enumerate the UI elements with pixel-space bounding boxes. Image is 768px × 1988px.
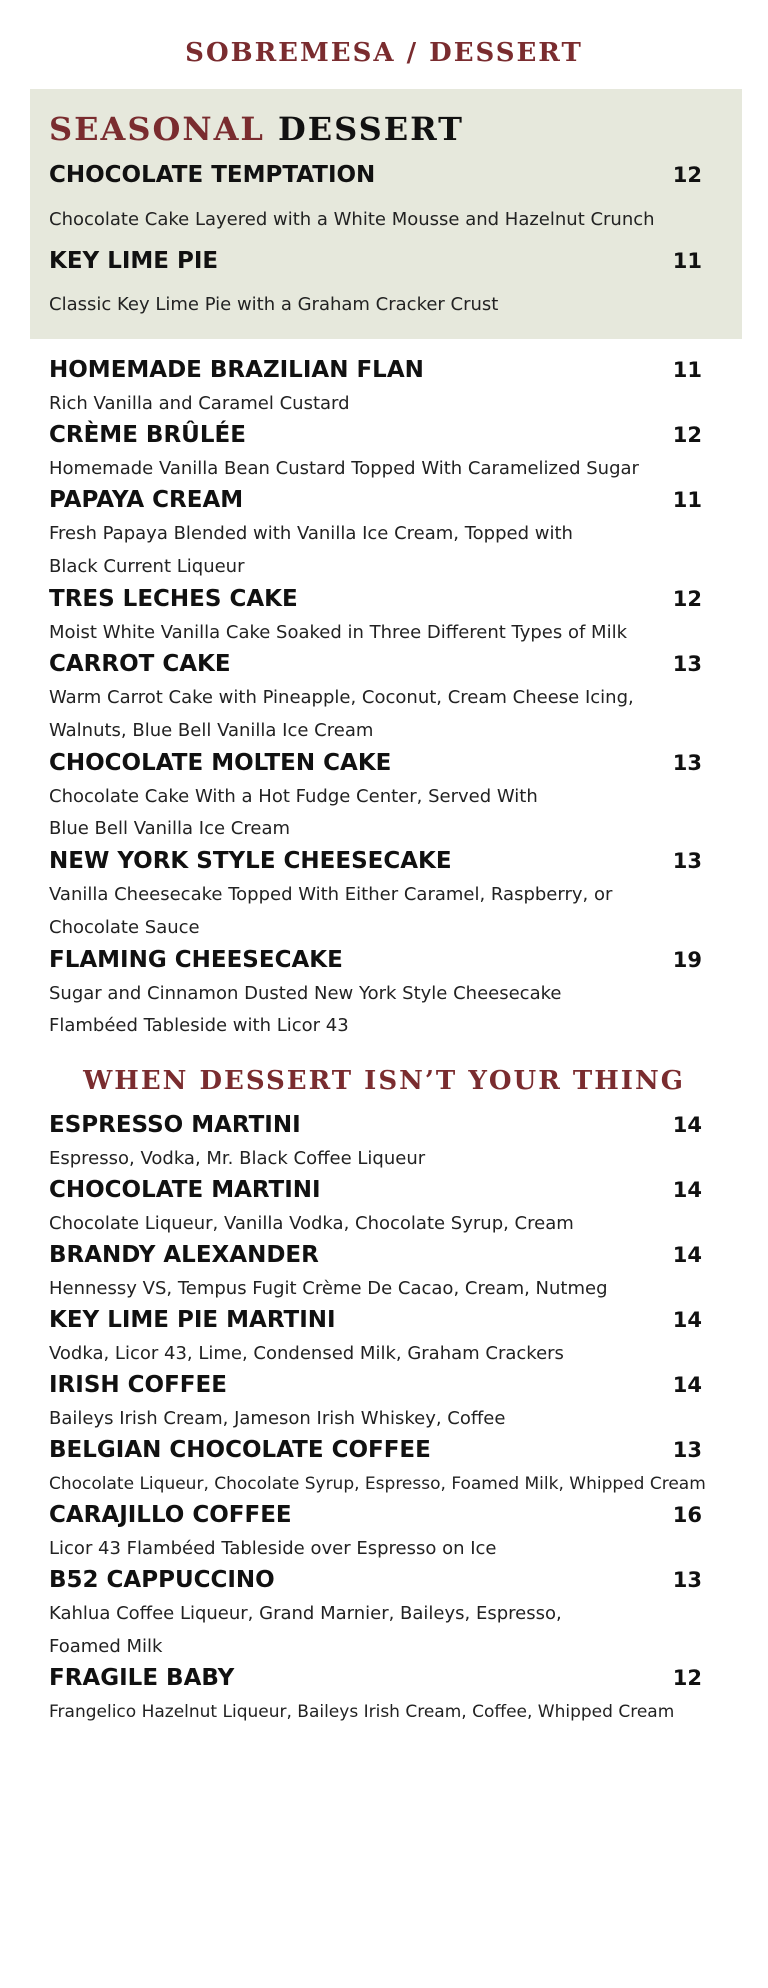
page-title: SOBREMESA / DESSERT xyxy=(185,38,583,68)
menu-item-price: 13 xyxy=(672,1438,702,1462)
menu-item-price: 11 xyxy=(672,249,702,273)
menu-item-name: KEY LIME PIE MARTINI xyxy=(49,1307,336,1333)
menu-item-description: Black Current Liqueur xyxy=(49,556,245,577)
menu-item-name: HOMEMADE BRAZILIAN FLAN xyxy=(49,357,424,383)
menu-item-description: Baileys Irish Cream, Jameson Irish Whiskey, Coffee xyxy=(49,1408,506,1429)
menu-item-name: PAPAYA CREAM xyxy=(49,487,244,513)
menu-item-price: 13 xyxy=(672,751,702,775)
menu-item-description: Hennessy VS, Tempus Fugit Crème De Cacao, Cream, Nutmeg xyxy=(49,1278,608,1299)
menu-item-name: B52 CAPPUCCINO xyxy=(49,1567,275,1593)
menu-item-description: Warm Carrot Cake with Pineapple, Coconut, Cream Cheese Icing, xyxy=(49,687,634,708)
menu-item-description: Chocolate Sauce xyxy=(49,917,200,938)
menu-item-price: 11 xyxy=(672,358,702,382)
menu-item-name: CHOCOLATE MARTINI xyxy=(49,1177,321,1203)
menu-item-description: Moist White Vanilla Cake Soaked in Three Different Types of Milk xyxy=(49,622,628,643)
menu-item-name: CARAJILLO COFFEE xyxy=(49,1502,292,1528)
menu-item-price: 14 xyxy=(672,1243,702,1267)
menu-item-description: Chocolate Liqueur, Chocolate Syrup, Espresso, Foamed Milk, Whipped Cream xyxy=(49,1474,706,1494)
menu-item-name: BELGIAN CHOCOLATE COFFEE xyxy=(49,1437,431,1463)
menu-item-description: Foamed Milk xyxy=(49,1636,163,1657)
menu-item-description: Vodka, Licor 43, Lime, Condensed Milk, Graham Crackers xyxy=(49,1343,564,1364)
menu-item-price: 14 xyxy=(672,1113,702,1137)
menu-item-price: 13 xyxy=(672,849,702,873)
seasonal-section-title xyxy=(49,109,464,149)
menu-item-description: Espresso, Vodka, Mr. Black Coffee Liqueur xyxy=(49,1148,426,1169)
menu-item-description: Walnuts, Blue Bell Vanilla Ice Cream xyxy=(49,720,374,741)
menu-item-name: BRANDY ALEXANDER xyxy=(49,1242,319,1268)
menu-item-price: 12 xyxy=(672,163,702,187)
menu-item-description: Chocolate Cake Layered with a White Mousse and Hazelnut Crunch xyxy=(49,209,655,230)
menu-item-name: KEY LIME PIE xyxy=(49,248,219,274)
menu-item-description: Licor 43 Flambéed Tableside over Espresso on Ice xyxy=(49,1538,497,1559)
seasonal-title-accent: SEASONAL xyxy=(49,110,265,148)
menu-item-price: 13 xyxy=(672,1568,702,1592)
menu-item-price: 19 xyxy=(672,948,702,972)
menu-item-name: CHOCOLATE TEMPTATION xyxy=(49,162,376,188)
seasonal-title-rest: DESSERT xyxy=(278,110,464,148)
menu-item-price: 11 xyxy=(672,488,702,512)
menu-item-name: IRISH COFFEE xyxy=(49,1372,227,1398)
menu-item-description: Kahlua Coffee Liqueur, Grand Marnier, Baileys, Espresso, xyxy=(49,1603,562,1624)
menu-item-name: CRÈME BRÛLÉE xyxy=(49,422,246,448)
menu-item-price: 12 xyxy=(672,423,702,447)
menu-item-price: 14 xyxy=(672,1373,702,1397)
menu-item-description: Blue Bell Vanilla Ice Cream xyxy=(49,818,291,839)
menu-item-description: Rich Vanilla and Caramel Custard xyxy=(49,393,350,414)
menu-item-description: Homemade Vanilla Bean Custard Topped With Caramelized Sugar xyxy=(49,458,639,479)
menu-item-name: NEW YORK STYLE CHEESECAKE xyxy=(49,848,452,874)
menu-item-price: 12 xyxy=(672,1666,702,1690)
menu-item-description: Chocolate Cake With a Hot Fudge Center, Served With xyxy=(49,786,538,807)
menu-item-description: Chocolate Liqueur, Vanilla Vodka, Chocolate Syrup, Cream xyxy=(49,1213,574,1234)
menu-item-price: 14 xyxy=(672,1308,702,1332)
menu-item-price: 16 xyxy=(672,1503,702,1527)
drinks-section-title: WHEN DESSERT ISN’T YOUR THING xyxy=(83,1066,685,1096)
menu-item-name: ESPRESSO MARTINI xyxy=(49,1112,301,1138)
menu-item-description: Sugar and Cinnamon Dusted New York Style Cheesecake xyxy=(49,983,562,1004)
menu-item-description: Classic Key Lime Pie with a Graham Cracker Crust xyxy=(49,294,499,315)
menu-item-description: Fresh Papaya Blended with Vanilla Ice Cream, Topped with xyxy=(49,523,573,544)
menu-item-description: Frangelico Hazelnut Liqueur, Baileys Irish Cream, Coffee, Whipped Cream xyxy=(49,1702,675,1722)
menu-item-price: 12 xyxy=(672,587,702,611)
menu-item-description: Vanilla Cheesecake Topped With Either Caramel, Raspberry, or xyxy=(49,884,613,905)
menu-item-name: FRAGILE BABY xyxy=(49,1665,235,1691)
menu-item-name: FLAMING CHEESECAKE xyxy=(49,947,343,973)
menu-item-name: CARROT CAKE xyxy=(49,651,231,677)
menu-item-name: CHOCOLATE MOLTEN CAKE xyxy=(49,750,392,776)
menu-item-name: TRES LECHES CAKE xyxy=(49,586,298,612)
menu-item-description: Flambéed Tableside with Licor 43 xyxy=(49,1015,349,1036)
menu-item-price: 13 xyxy=(672,652,702,676)
menu-item-price: 14 xyxy=(672,1178,702,1202)
